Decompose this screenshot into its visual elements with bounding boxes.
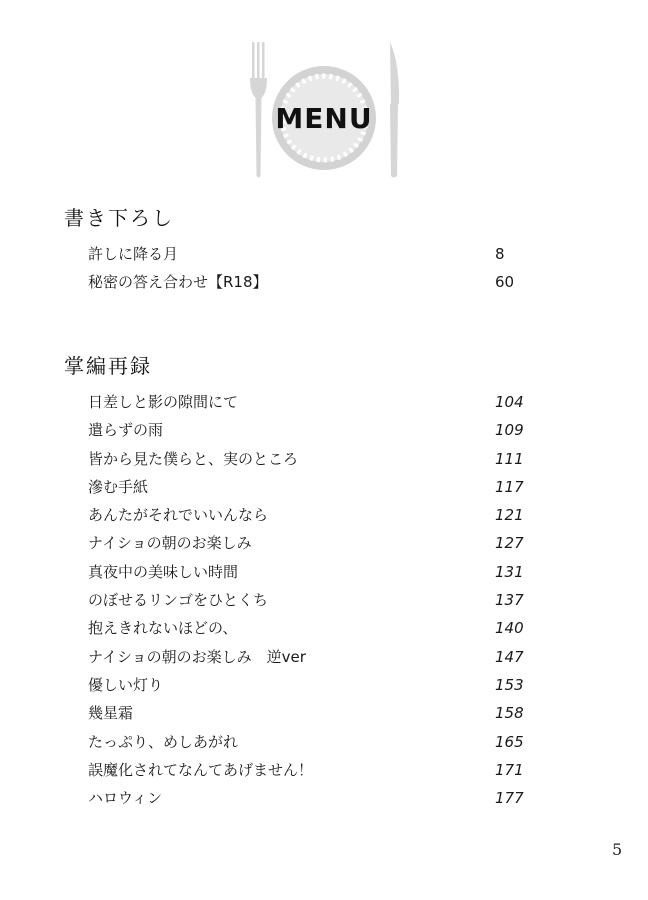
toc-item-title: ナイショの朝のお楽しみ 逆ver	[88, 647, 306, 666]
toc-item	[88, 243, 538, 271]
toc-item	[88, 617, 538, 645]
toc-item	[88, 448, 538, 476]
toc-item	[88, 674, 538, 702]
toc-list-new	[88, 243, 538, 300]
toc-item-title: 滲む手紙	[88, 477, 149, 496]
page-number: 5	[612, 840, 623, 859]
toc-item-page: 127	[495, 534, 524, 553]
toc-item-title: 優しい灯り	[88, 675, 164, 694]
toc-item-title: 皆から見た僕らと、実のところ	[88, 449, 299, 468]
toc-item-title: 抱えきれないほどの、	[88, 619, 238, 638]
section-heading-reprint: 掌編再録	[64, 354, 152, 378]
toc-item-page: 109	[495, 421, 524, 440]
toc-item-page: 171	[495, 760, 524, 779]
toc-item-page: 8	[495, 245, 505, 263]
toc-item-page: 104	[495, 393, 524, 411]
toc-item-title: あんたがそれでいいんなら	[88, 506, 269, 525]
toc-item-title: ナイショの朝のお楽しみ	[88, 534, 252, 553]
toc-item-page: 137	[495, 591, 524, 610]
toc-item	[88, 419, 538, 447]
knife-icon	[390, 42, 399, 178]
toc-item-title: 幾星霜	[88, 704, 134, 723]
section-heading-new: 書き下ろし	[64, 206, 174, 230]
toc-item-title: ハロウィン	[88, 789, 163, 808]
toc-item	[88, 271, 538, 299]
toc-item-page: 131	[495, 562, 524, 581]
toc-item	[88, 532, 538, 560]
toc-item-title: 真夜中の美味しい時間	[88, 562, 239, 581]
toc-item	[88, 702, 538, 730]
toc-item-page: 140	[495, 619, 524, 638]
toc-item-title: 遣らずの雨	[88, 421, 164, 440]
toc-item-title: 誤魔化されてなんてあげません！	[88, 760, 314, 779]
toc-item	[88, 646, 538, 674]
toc-item-title: 秘密の答え合わせ【R18】	[88, 273, 268, 292]
toc-item-title: たっぷり、めしあがれ	[88, 732, 239, 751]
toc-item-page: 153	[495, 675, 524, 694]
toc-item	[88, 391, 538, 419]
toc-item-page: 177	[495, 789, 524, 808]
menu-logo-text: MENU	[275, 102, 373, 135]
toc-item	[88, 787, 538, 815]
toc-item	[88, 589, 538, 617]
toc-item	[88, 504, 538, 532]
toc-item-page: 165	[495, 732, 524, 751]
toc-item-page: 121	[495, 506, 524, 525]
toc-item-page: 147	[495, 647, 524, 666]
toc-item	[88, 731, 538, 759]
toc-item-page: 111	[495, 449, 524, 468]
plate-cutlery-icon	[240, 38, 408, 180]
menu-logo	[240, 38, 408, 180]
toc-item-page: 117	[495, 477, 524, 496]
toc-item-page: 60	[495, 273, 515, 292]
toc-list-reprint	[88, 391, 538, 815]
toc-item	[88, 476, 538, 504]
toc-item-page: 158	[495, 704, 524, 723]
fork-icon	[250, 42, 267, 178]
toc-item-title: のぼせるリンゴをひとくち	[88, 591, 269, 610]
toc-item	[88, 759, 538, 787]
toc-item-title: 日差しと影の隙間にて	[88, 393, 239, 411]
toc-item	[88, 561, 538, 589]
toc-item-title: 許しに降る月	[88, 245, 179, 263]
